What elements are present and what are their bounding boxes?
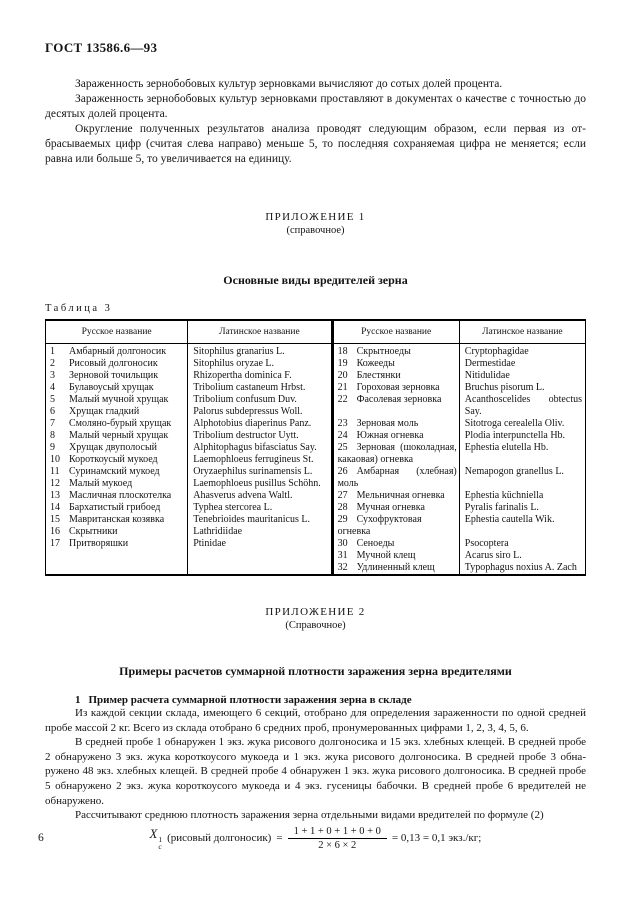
russian-name-cell: 28 Мучная огневка <box>334 502 460 514</box>
row-number: 5 <box>50 394 55 405</box>
latin-name-cell: Typophagus noxius A. Zach <box>464 562 577 573</box>
russian-name-cell: 24 Южная огневка <box>334 430 460 442</box>
russian-name-cell: 3 Зерновой точильщик <box>46 370 188 382</box>
row-number: 17 <box>50 538 60 549</box>
formula-label: (рисовый долгоносик) <box>167 832 272 845</box>
row-number: 29 <box>337 514 348 525</box>
latin-name-cell: Pyralis farinalis L. <box>464 502 539 513</box>
table-row <box>46 344 331 359</box>
table-row <box>334 514 585 538</box>
pest-table <box>45 319 586 576</box>
latin-name-cell: Acarus siro L. <box>464 550 522 561</box>
formula-equals: = <box>276 832 283 845</box>
russian-name-cell: 18 Скрытноеды <box>334 344 460 359</box>
russian-name-cell: 9 Хрущак двуполосый <box>46 442 188 454</box>
latin-name-cell: Alphitophagus bifasciatus Say. <box>193 442 317 453</box>
russian-name-cell: 23 Зерновая моль <box>334 418 460 430</box>
appendix2-subtitle: (Справочное) <box>285 620 346 631</box>
table-row <box>46 538 331 550</box>
latin-name-cell: Nemapogon granellus L. <box>464 466 564 477</box>
table-row <box>334 382 585 394</box>
table-row <box>46 382 331 394</box>
latin-name-cell: Alphotobius diaperinus Panz. <box>193 418 312 429</box>
row-number: 31 <box>337 550 348 561</box>
row-number: 18 <box>337 346 348 357</box>
table-filler-row <box>46 550 331 574</box>
row-number: 16 <box>50 526 60 537</box>
russian-name-cell: 15 Мавританская козявка <box>46 514 188 526</box>
table-row <box>334 418 585 430</box>
latin-name-cell: Typhea stercorea L. <box>193 502 273 513</box>
formula-superscript: 1 <box>158 834 163 844</box>
russian-name-cell: 27 Мельничная огневка <box>334 490 460 502</box>
row-number: 23 <box>337 418 348 429</box>
row-number: 12 <box>50 478 60 489</box>
table-row <box>334 430 585 442</box>
russian-name-cell: 31 Мучной клещ <box>334 550 460 562</box>
appendix1-subtitle: (справочное) <box>286 225 345 236</box>
russian-name-cell: 29 Сухофруктовая огневка <box>334 514 460 538</box>
latin-name-cell: Tribolium confusum Duv. <box>193 394 297 405</box>
row-number: 30 <box>337 538 348 549</box>
row-number: 15 <box>50 514 60 525</box>
table-row <box>46 502 331 514</box>
formula-variable: X 1 с <box>149 826 163 851</box>
russian-name-cell: 8 Малый черный хрущак <box>46 430 188 442</box>
table-row <box>46 478 331 490</box>
russian-name-cell: 14 Бархатистый грибоед <box>46 502 188 514</box>
table-row <box>334 562 585 574</box>
latin-name-cell: Lathridiidae <box>193 526 243 537</box>
table-row <box>46 490 331 502</box>
example-heading <box>45 694 586 706</box>
row-number: 26 <box>337 466 348 477</box>
latin-name-cell: Tenebrioides mauritanicus L. <box>193 514 310 525</box>
table-row <box>334 502 585 514</box>
russian-name-cell: 13 Масличная плоскотелка <box>46 490 188 502</box>
row-number: 28 <box>337 502 348 513</box>
row-number: 1 <box>50 346 55 357</box>
row-number: 27 <box>337 490 348 501</box>
table-header-row <box>46 321 331 344</box>
latin-name-cell: Laemophloeus ferrugineus St. <box>193 454 314 465</box>
latin-name-cell: Oryzaephilus surinamensis L. <box>193 466 313 477</box>
row-number: 9 <box>50 442 55 453</box>
row-number: 11 <box>50 466 60 477</box>
russian-name-cell: 25 Зерновая (шоколадная, какаовая) огневка <box>334 442 460 466</box>
latin-name-cell: Tribolium destructor Uytt. <box>193 430 299 441</box>
table-row <box>46 514 331 526</box>
row-number: 8 <box>50 430 55 441</box>
latin-name-cell: Bruchus pisorum L. <box>464 382 545 393</box>
table-label: Таблица 3 <box>45 303 113 314</box>
russian-name-cell: 30 Сеноеды <box>334 538 460 550</box>
table-row <box>334 442 585 466</box>
appendix2-paragraph: Из каждой секции склада, имеющего 6 секций, отобрано для определения зараженности по одной средней пробе массой 2 кг. Всего из склада отобрано 6 средних проб, пронумерованных цифрами 1, 2, 3, 4, 5, 6. <box>45 707 586 734</box>
intro-section <box>45 77 586 167</box>
table-row <box>46 526 331 538</box>
empty-cell <box>46 550 188 574</box>
formula-fraction <box>288 826 387 851</box>
russian-name-cell: 17 Притворяшки <box>46 538 188 550</box>
row-number: 7 <box>50 418 55 429</box>
russian-name-cell: 4 Булавоусый хрущак <box>46 382 188 394</box>
latin-name-cell: Rhizopertha dominica F. <box>193 370 292 381</box>
table-row <box>334 394 585 418</box>
latin-name-cell: Sitophilus granarius L. <box>193 346 285 357</box>
latin-name-cell: Ephestia cautella Wik. <box>464 514 555 525</box>
row-number: 10 <box>50 454 60 465</box>
row-number: 6 <box>50 406 55 417</box>
column-header-latin: Латинское название <box>459 321 585 344</box>
table-row <box>334 344 585 359</box>
russian-name-cell: 20 Блестянки <box>334 370 460 382</box>
appendix2-heading: Примеры расчетов суммарной плотности заражения зерна вредителями <box>119 664 512 678</box>
table-row <box>46 358 331 370</box>
intro-paragraph: Зараженность зернобобовых культур зерновками вычисляют до сотых долей процента. <box>75 78 503 90</box>
example-title: Пример расчета суммарной плотности заражения зерна в складе <box>88 694 412 706</box>
table-row <box>46 418 331 430</box>
row-number: 22 <box>337 394 348 405</box>
row-number: 13 <box>50 490 60 501</box>
table-row <box>334 550 585 562</box>
formula-subscript: с <box>158 841 162 851</box>
row-number: 19 <box>337 358 348 369</box>
empty-cell <box>188 550 331 574</box>
row-number: 3 <box>50 370 55 381</box>
latin-name-cell: Sitophilus oryzae L. <box>193 358 275 369</box>
row-number: 25 <box>337 442 348 453</box>
appendix2-body <box>45 706 586 823</box>
appendix1-title: ПРИЛОЖЕНИЕ 1 <box>265 211 366 223</box>
table-row <box>334 370 585 382</box>
table-row <box>334 466 585 490</box>
latin-name-cell: Ephestia elutella Hb. <box>464 442 549 453</box>
table-row <box>334 538 585 550</box>
page-number: 6 <box>38 832 44 844</box>
appendix1-heading: Основные виды вредителей зерна <box>223 273 408 287</box>
latin-name-cell: Tribolium castaneum Hrbst. <box>193 382 306 393</box>
row-number: 20 <box>337 370 348 381</box>
row-number: 32 <box>337 562 348 573</box>
latin-name-cell: Ptinidae <box>193 538 226 549</box>
doc-number: ГОСТ 13586.6—93 <box>45 40 158 55</box>
latin-name-cell: Dermestidae <box>464 358 516 369</box>
pest-table-right-half <box>331 321 585 574</box>
latin-name-cell: Sitotroga cerealella Oliv. <box>464 418 565 429</box>
column-header-russian: Русское название <box>334 321 460 344</box>
intro-paragraph: Зараженность зернобобовых культур зерновками проставляют в документах о качестве с точностью до десятых долей процента. <box>45 93 586 120</box>
russian-name-cell: 22 Фасолевая зерновка <box>334 394 460 418</box>
russian-name-cell: 16 Скрытники <box>46 526 188 538</box>
row-number: 24 <box>337 430 348 441</box>
russian-name-cell: 1 Амбарный долгоносик <box>46 344 188 359</box>
appendix2-title: ПРИЛОЖЕНИЕ 2 <box>265 606 366 618</box>
table-row <box>46 394 331 406</box>
latin-name-cell: Plodia interpunctella Hb. <box>464 430 566 441</box>
table-row <box>46 406 331 418</box>
table-row <box>46 454 331 466</box>
russian-name-cell: 10 Короткоусый мукоед <box>46 454 188 466</box>
latin-name-cell: Ephestia küchniella <box>464 490 544 501</box>
table-header-row <box>334 321 585 344</box>
intro-paragraph: Округление полученных результатов анализа проводят следующим образом, если первая из отбрасываемых цифр (считая слева направо) меньше 5, то последняя сохраняемая цифра не меняется; если равна или больше 5, то увеличивается на единицу. <box>45 123 586 165</box>
column-header-russian: Русское название <box>46 321 188 344</box>
latin-name-cell: Cryptophagidae <box>464 346 529 357</box>
table-row <box>46 466 331 478</box>
latin-name-cell: Laemophloeus pusillus Schöhn. <box>193 478 321 489</box>
table-row <box>46 442 331 454</box>
example-number: 1 <box>75 694 81 706</box>
latin-name-cell: Palorus subdepressus Woll. <box>193 406 303 417</box>
russian-name-cell: 11 Суринамский мукоед <box>46 466 188 478</box>
row-number: 14 <box>50 502 60 513</box>
table-row <box>46 430 331 442</box>
latin-name-cell: Psocoptera <box>464 538 509 549</box>
latin-name-cell: Nitidulidae <box>464 370 510 381</box>
formula <box>45 826 586 851</box>
appendix2-paragraph: Рассчитывают среднюю плотность заражения зерна отдельными видами вредителей по формуле (2) <box>75 809 544 822</box>
russian-name-cell: 19 Кожееды <box>334 358 460 370</box>
russian-name-cell: 6 Хрущак гладкий <box>46 406 188 418</box>
column-header-latin: Латинское название <box>188 321 331 344</box>
russian-name-cell: 12 Малый мукоед <box>46 478 188 490</box>
russian-name-cell: 7 Смоляно-бурый хрущак <box>46 418 188 430</box>
latin-name-cell: Acanthoscelides obtectus Say. <box>464 394 582 417</box>
fraction-numerator: 1 + 1 + 0 + 1 + 0 + 0 <box>288 826 387 839</box>
russian-name-cell: 2 Рисовый долгоносик <box>46 358 188 370</box>
russian-name-cell: 5 Малый мучной хрущак <box>46 394 188 406</box>
formula-result: = 0,13 = 0,1 экз./кг; <box>391 832 482 845</box>
row-number: 21 <box>337 382 348 393</box>
row-number: 2 <box>50 358 55 369</box>
table-row <box>334 358 585 370</box>
table-row <box>334 490 585 502</box>
fraction-denominator: 2 × 6 × 2 <box>318 839 357 851</box>
russian-name-cell: 32 Удлиненный клещ <box>334 562 460 574</box>
russian-name-cell: 26 Амбарная (хлебная) моль <box>334 466 460 490</box>
russian-name-cell: 21 Гороховая зерновка <box>334 382 460 394</box>
table-row <box>46 370 331 382</box>
latin-name-cell: Ahasverus advena Waltl. <box>193 490 293 501</box>
row-number: 4 <box>50 382 55 393</box>
pest-table-left-half <box>46 321 331 574</box>
appendix2-paragraph: В средней пробе 1 обнаружен 1 экз. жука рисового долгоносика и 15 экз. хлебных клещей. В средней пробе 2 обнаружено 3 экз. жука короткоусого мукоеда и 1 экз. жука рисового долгоносика. В средней пробе 3 обнаружено 48 экз. хлебных клещей. В средней пробе 4 обнаружен 1 экз. жука рисового долгоносика. В средней пробе 5 обнаружено 2 экз. жука короткоусого мукоеда и 4 экз. гусеницы бабочки. В средней пробе 6 вредителей не обнаружено. <box>45 736 586 807</box>
page-content <box>45 0 586 851</box>
